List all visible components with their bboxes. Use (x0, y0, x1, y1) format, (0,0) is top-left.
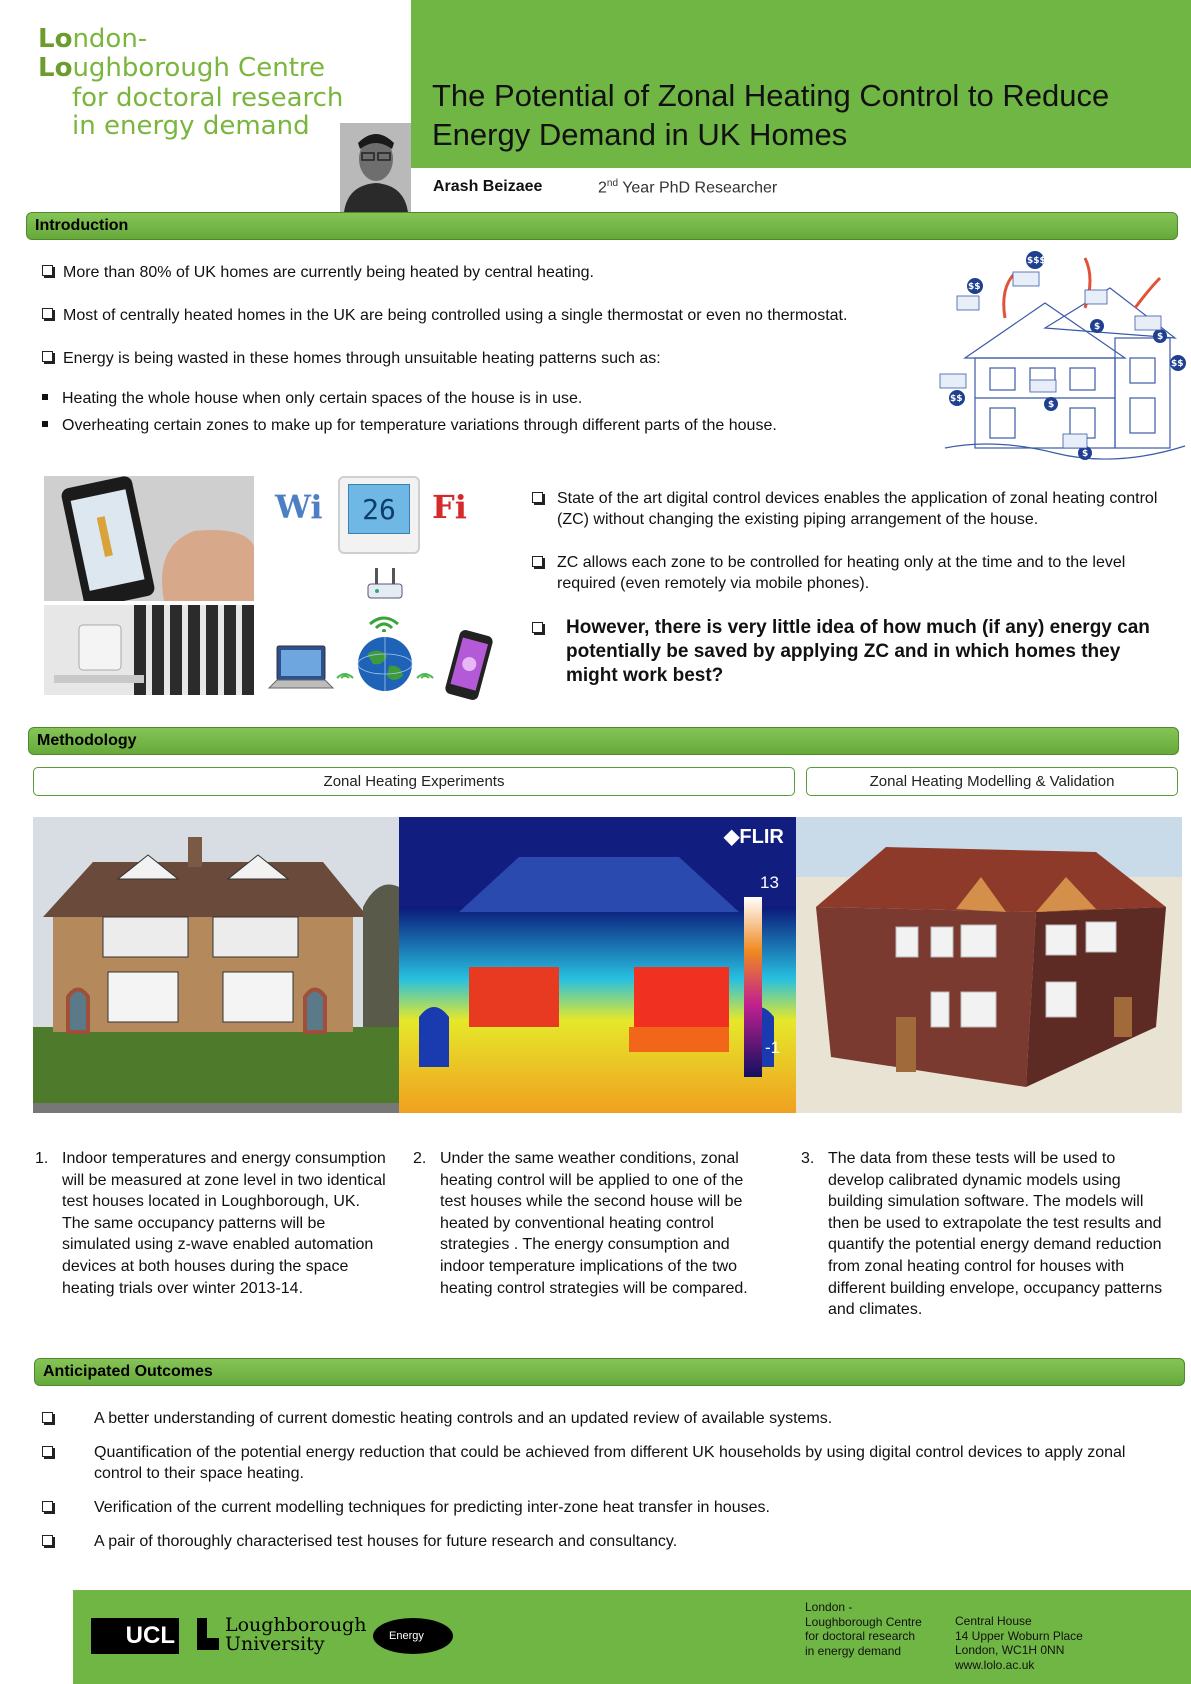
introduction-heading: Introduction (26, 212, 1178, 240)
signal-waves-icon (415, 660, 435, 680)
footer-address: Central House 14 Upper Woburn Place London, WC1H 0NN www.lolo.ac.uk (955, 1614, 1083, 1672)
author-photo (340, 123, 411, 212)
svg-text:$: $ (1157, 332, 1164, 342)
author-name: Arash Beizaee (433, 178, 543, 195)
svg-text:$: $ (1048, 400, 1055, 410)
method-step-2: 2. Under the same weather conditions, zonal heating control will be applied to one of the test houses while the second house will be heated by conventional heating control strategies . The energy consumption and indoor temperature implications of the two heating control strategies will be compared. (413, 1150, 748, 1297)
logo-line-1: London- (38, 24, 148, 54)
globe-icon (357, 636, 413, 692)
svg-text:$: $ (1094, 322, 1101, 332)
checkbox-bullet-icon (42, 1535, 53, 1546)
checkbox-bullet-icon (532, 622, 543, 633)
signal-waves-icon (335, 660, 355, 680)
checkbox-bullet-icon (42, 1412, 53, 1423)
checkbox-bullet-icon (42, 351, 53, 362)
intro-point-1: More than 80% of UK homes are currently being heated by central heating. (42, 262, 594, 283)
author-role: 2nd Year PhD Researcher (598, 178, 778, 197)
thermal-image (399, 817, 796, 1113)
loughborough-crest-icon (195, 1616, 221, 1652)
loughborough-logo: Loughborough University (225, 1614, 367, 1655)
thermal-scale-max: 13 (760, 873, 779, 892)
logo-line-4: in energy demand (72, 111, 310, 141)
poster-title: The Potential of Zonal Heating Control to Reduce Energy Demand in UK Homes (432, 78, 1110, 152)
flir-brand-label: ◆FLIR (724, 826, 784, 848)
checkbox-bullet-icon (42, 1501, 53, 1512)
wifi-label-right: Fi (432, 488, 467, 526)
svg-text:$$: $$ (968, 282, 981, 292)
intro-subpoint-1: Heating the whole house when only certain spaces of the house is in use. (42, 388, 582, 409)
outcome-1: A better understanding of current domestic heating controls and an updated review of available systems. (42, 1408, 1172, 1429)
logo-line-2: Loughborough Centre (38, 53, 325, 83)
wifi-label-left: Wi (275, 488, 323, 526)
router-icon (365, 566, 405, 606)
thermostat-device (338, 476, 420, 554)
radiator-valve-photo (44, 605, 254, 695)
wireless-signal-icon (364, 612, 404, 632)
intro-point-3: Energy is being wasted in these homes through unsuitable heating patterns such as: (42, 348, 661, 369)
thermal-scale-min: -1 (765, 1038, 781, 1057)
logo-line-3: for doctoral research (72, 83, 344, 113)
ucl-logo: UCL (91, 1618, 179, 1654)
outcome-3: Verification of the current modelling techniques for predicting inter-zone heat transfer in houses. (42, 1497, 1172, 1518)
svg-text:$: $ (1082, 449, 1089, 459)
house-sketch-image (935, 248, 1191, 466)
experiments-label: Zonal Heating Experiments (33, 767, 795, 796)
checkbox-bullet-icon (42, 1446, 53, 1457)
square-bullet-icon (42, 394, 48, 400)
test-houses-photo (33, 817, 399, 1113)
method-step-1: 1. Indoor temperatures and energy consumption will be measured at zone level in two identical test houses located in Loughborough, UK. The same occupancy patterns will be simulated using z-wave enabled automation devices at both houses during the space heating trials over winter 2013-14. (35, 1150, 386, 1297)
simulation-model-image (796, 817, 1182, 1113)
footer-band (73, 1590, 1191, 1684)
thermostat-display: 26 (348, 484, 410, 534)
outcome-2: Quantification of the potential energy reduction that could be achieved from different UK households by using digital control devices to apply zonal control to their space heating. (42, 1442, 1172, 1484)
square-bullet-icon (42, 421, 48, 427)
device-point-1: State of the art digital control devices enables the application of zonal heating control (ZC) without changing the existing piping arrangement of the house. (532, 488, 1162, 530)
research-question: However, there is very little idea of how much (if any) energy can potentially be saved by applying ZC and in which homes they might work best? (532, 616, 1172, 688)
outcomes-heading: Anticipated Outcomes (34, 1358, 1185, 1386)
device-point-2: ZC allows each zone to be controlled for heating only at the time and to the level required (even remotely via mobile phones). (532, 552, 1162, 594)
laptop-icon (267, 640, 337, 700)
intro-subpoint-2: Overheating certain zones to make up for temperature variations through different parts of the house. (42, 415, 777, 436)
svg-text:$$: $$ (950, 394, 963, 404)
smartphone-icon (440, 630, 495, 702)
modelling-label: Zonal Heating Modelling & Validation (806, 767, 1178, 796)
checkbox-bullet-icon (532, 556, 543, 567)
svg-text:$$: $$ (1171, 359, 1184, 369)
checkbox-bullet-icon (532, 492, 543, 503)
intro-point-2: Most of centrally heated homes in the UK are being controlled using a single thermostat or even no thermostat. (42, 305, 847, 326)
footer-centre-name: London - Loughborough Centre for doctoral research in energy demand (805, 1600, 922, 1658)
dollar-label: $$$ (1027, 256, 1046, 266)
energy-logo: Energy (373, 1618, 453, 1654)
outcome-4: A pair of thoroughly characterised test houses for future research and consultancy. (42, 1531, 1172, 1552)
checkbox-bullet-icon (42, 308, 53, 319)
method-step-3: 3. The data from these tests will be used to develop calibrated dynamic models using building simulation software. The models will then be used to extrapolate the test results and quantify the potential energy demand reduction from zonal heating control for houses with different building envelope, occupancy patterns and climates. (801, 1150, 1163, 1319)
methodology-heading: Methodology (28, 727, 1179, 755)
checkbox-bullet-icon (42, 265, 53, 276)
phone-app-photo (44, 476, 254, 601)
